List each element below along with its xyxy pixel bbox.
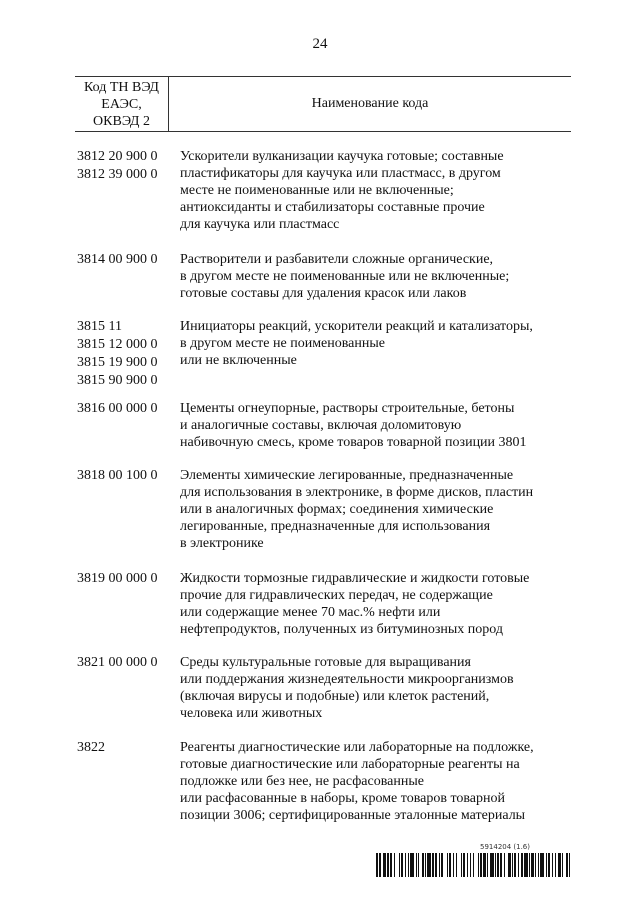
row-name-line: для каучука или пластмасс (180, 217, 340, 232)
row-name-line: легированные, предназначенные для использования (180, 519, 491, 534)
row-name-line: набивочную смесь, кроме товаров товарной позиции 3801 (180, 435, 527, 450)
row-name-line: Среды культуральные готовые для выращивания (180, 655, 471, 670)
row-name-line: позиции 3006; сертифицированные эталонные материалы (180, 808, 526, 823)
row-code: 3822 (77, 740, 105, 755)
row-code: 3815 19 900 0 (77, 355, 158, 370)
row-name-line: прочие для гидравлических передач, не содержащие (180, 588, 493, 603)
row-name (180, 739, 580, 824)
row-name-line: человека или животных (180, 706, 323, 721)
row-name-line: готовые диагностические или лабораторные реагенты на (180, 757, 520, 772)
row-name-line: Реагенты диагностические или лабораторные на подложке, (180, 740, 534, 755)
row-code: 3812 39 000 0 (77, 167, 158, 182)
row-name-line: подложке или без нее, не расфасованные (180, 774, 424, 789)
row-codes (77, 654, 177, 672)
row-name (180, 318, 580, 369)
header-name-column: Наименование кода (311, 96, 429, 111)
row-code: 3819 00 000 0 (77, 571, 158, 586)
row-name-line: или в аналогичных формах; соединения химические (180, 502, 494, 517)
row-name-line: Ускорители вулканизации каучука готовые; составные (180, 149, 504, 164)
row-code: 3815 90 900 0 (77, 373, 158, 388)
row-codes (77, 251, 177, 269)
row-name-line: готовые составы для удаления красок или лаков (180, 286, 467, 301)
row-name-line: для использования в электронике, в форме дисков, пластин (180, 485, 534, 500)
row-name (180, 570, 580, 638)
row-name-line: или расфасованные в наборы, кроме товаров товарной (180, 791, 506, 806)
row-name-line: и аналогичные составы, включая доломитовую (180, 418, 462, 433)
row-name-line: месте не поименованные или не включенные; (180, 183, 454, 198)
row-code: 3814 00 900 0 (77, 252, 158, 267)
row-code: 3812 20 900 0 (77, 149, 158, 164)
row-name-line: Растворители и разбавители сложные органические, (180, 252, 494, 267)
row-name-line: антиоксиданты и стабилизаторы составные прочие (180, 200, 485, 215)
row-name (180, 400, 580, 451)
row-name-line: Инициаторы реакций, ускорители реакций и катализаторы, (180, 319, 533, 334)
header-code-column (75, 79, 168, 130)
row-code: 3818 00 100 0 (77, 468, 158, 483)
row-codes (77, 570, 177, 588)
table-header-rule (75, 131, 571, 132)
barcode-image (376, 853, 572, 877)
table-top-rule (75, 76, 571, 77)
row-codes (77, 148, 177, 184)
row-name-line: или не включенные (180, 353, 297, 368)
page-number: 24 (312, 36, 328, 52)
row-codes (77, 739, 177, 757)
row-name (180, 467, 580, 552)
row-codes (77, 400, 177, 418)
row-name-line: Цементы огнеупорные, растворы строительные, бетоны (180, 401, 515, 416)
row-name-line: пластификаторы для каучука или пластмасс, в другом (180, 166, 501, 181)
row-code: 3816 00 000 0 (77, 401, 158, 416)
row-code: 3821 00 000 0 (77, 655, 158, 670)
row-name-line: или поддержания жизнедеятельности микроорганизмов (180, 672, 514, 687)
header-code-line: Код ТН ВЭД (84, 80, 159, 95)
row-name-line: в другом месте не поименованные или не включенные; (180, 269, 510, 284)
barcode-label: 5914204 (1.6) (480, 843, 530, 851)
row-name-line: Элементы химические легированные, предназначенные (180, 468, 514, 483)
header-code-line: ОКВЭД 2 (93, 114, 150, 129)
row-name (180, 251, 580, 302)
row-name-line: нефтепродуктов, полученных из битуминозных пород (180, 622, 503, 637)
row-code: 3815 11 (77, 319, 122, 334)
row-codes (77, 467, 177, 485)
row-name-line: или содержащие менее 70 мас.% нефти или (180, 605, 441, 620)
row-name-line: Жидкости тормозные гидравлические и жидкости готовые (180, 571, 530, 586)
row-name-line: в другом месте не поименованные (180, 336, 386, 351)
row-name (180, 148, 580, 233)
barcode-bar (570, 853, 571, 877)
header-code-line: ЕАЭС, (101, 97, 142, 112)
row-name (180, 654, 580, 722)
row-code: 3815 12 000 0 (77, 337, 158, 352)
row-name-line: (включая вирусы и подобные) или клеток растений, (180, 689, 490, 704)
row-codes (77, 318, 177, 390)
row-name-line: в электронике (180, 536, 264, 551)
